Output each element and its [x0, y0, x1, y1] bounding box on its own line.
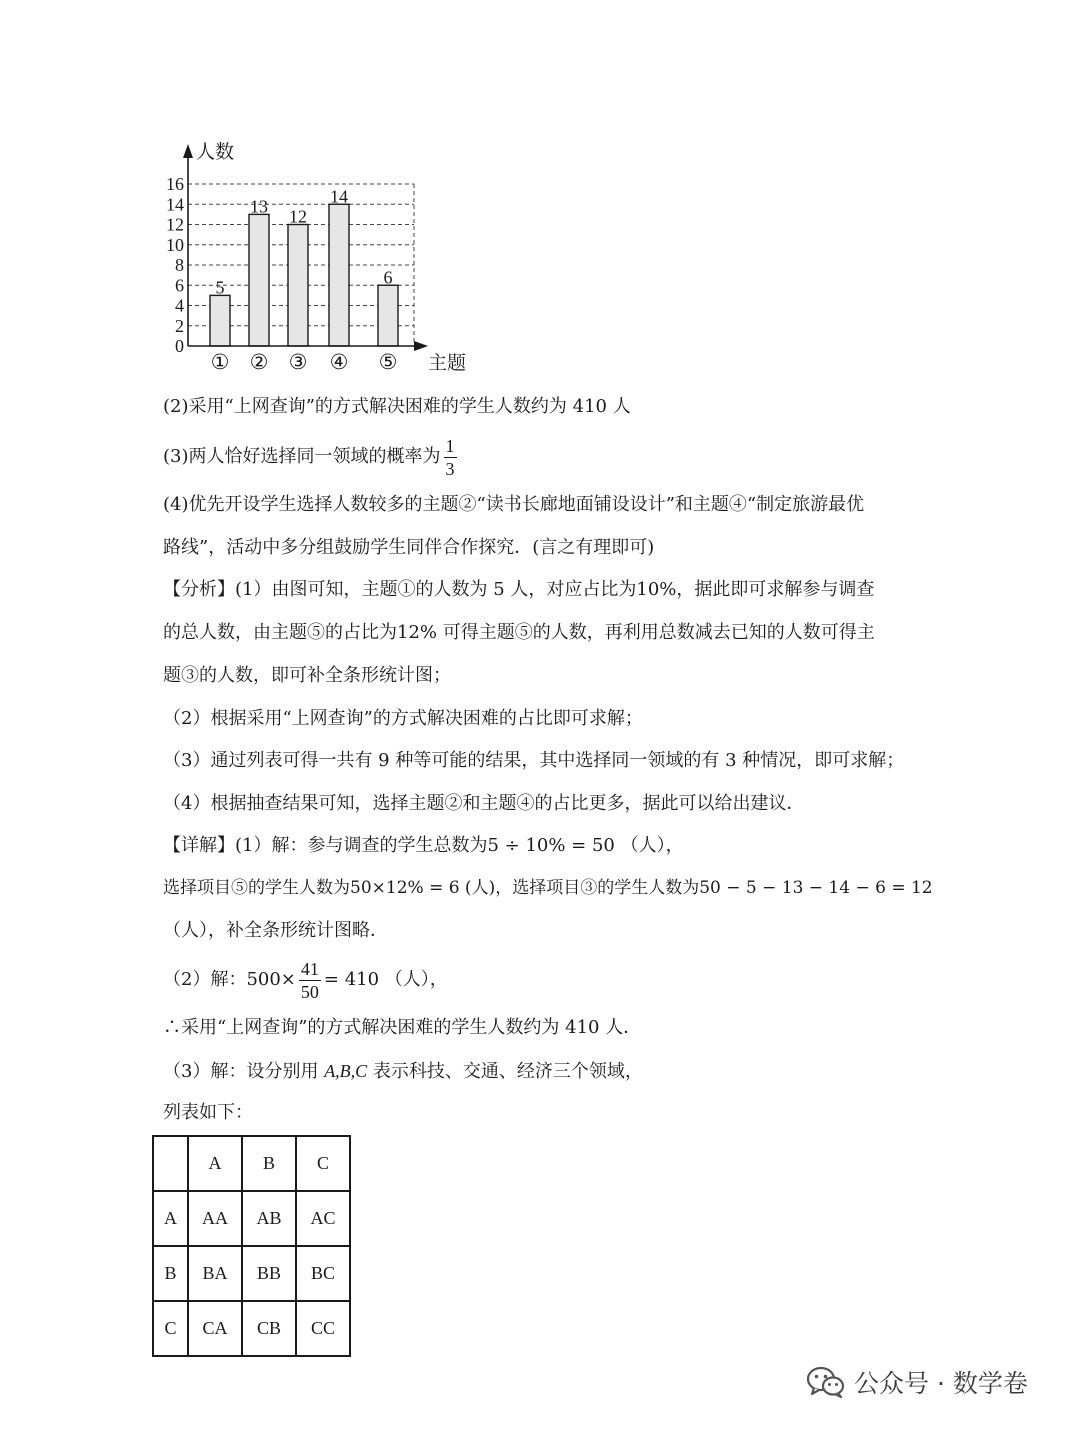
x-tick-label: ③ — [288, 350, 308, 374]
bar-value-label: 13 — [250, 196, 268, 217]
analysis-line-5: （3）通过列表可得一共有 9 种等可能的结果，其中选择同一领域的有 3 种情况，即可求解； — [163, 750, 905, 771]
table-cell: AB — [242, 1191, 296, 1246]
answer-2: (2)采用“上网查询”的方式解决困难的学生人数约为 410 人 — [163, 396, 631, 417]
x-tick-label: ② — [249, 350, 269, 374]
table-row-header: B — [153, 1246, 188, 1301]
y-tick-label: 10 — [166, 234, 184, 255]
bar-value-label: 12 — [289, 206, 307, 227]
domain-variables: A,B,C — [324, 1061, 368, 1081]
answer-3-text: (3)两人恰好选择同一领域的概率为 — [163, 446, 441, 467]
analysis-line-3: 题③的人数，即可补全条形统计图； — [163, 665, 451, 686]
table-cell: AC — [296, 1191, 350, 1246]
analysis-line-1: 【分析】(1）由图可知，主题①的人数为 5 人，对应占比为10%，据此即可求解参与调查 — [163, 579, 875, 600]
y-axis-label: 人数 — [196, 141, 235, 163]
answer-4-line-1: (4)优先开设学生选择人数较多的主题②“读书长廊地面铺设设计”和主题④“制定旅游最优 — [163, 494, 865, 515]
x-tick-label: ④ — [329, 350, 349, 374]
table-cell: CA — [188, 1301, 242, 1356]
fraction-denominator: 3 — [445, 458, 455, 479]
solution-line-5: ∴采用“上网查询”的方式解决困难的学生人数约为 410 人． — [163, 1017, 642, 1038]
fraction-denominator: 50 — [300, 981, 319, 1002]
x-tick-label: ⑤ — [378, 350, 398, 374]
analysis-line-6: （4）根据抽查结果可知，选择主题②和主题④的占比更多，据此可以给出建议． — [163, 793, 805, 814]
x-tick-label: ① — [210, 350, 230, 374]
ratio-fraction — [299, 960, 321, 1001]
table-cell: BB — [242, 1246, 296, 1301]
y-tick-label: 16 — [166, 174, 184, 194]
x-axis-label: 主题 — [428, 352, 467, 374]
y-tick-label: 2 — [175, 315, 184, 336]
table-cell: CB — [242, 1301, 296, 1356]
table-cell: CC — [296, 1301, 350, 1356]
table-cell: AA — [188, 1191, 242, 1246]
solution-line-3: （人），补全条形统计图略． — [163, 920, 388, 941]
probability-fraction — [444, 437, 457, 478]
bar-value-label: 6 — [383, 267, 393, 288]
answer-4-line-2: 路线”，活动中多分组鼓励学生同伴合作探究．(言之有理即可) — [163, 537, 655, 558]
table-corner-cell — [153, 1136, 188, 1191]
y-tick-label: 6 — [175, 275, 184, 296]
watermark-text: 公众号 · 数学卷 — [854, 1369, 1028, 1398]
table-header-cell: C — [296, 1136, 350, 1191]
bar — [249, 214, 269, 346]
y-tick-label: 0 — [175, 336, 184, 356]
solution-line-2: 选择项目⑤的学生人数为50×12% = 6 (人)，选择项目③的学生人数为50 − 5 − 13 − 14 − 6 = 12 — [163, 878, 933, 898]
table-row — [153, 1191, 350, 1246]
watermark — [806, 1362, 1028, 1402]
analysis-line-2: 的总人数，由主题⑤的占比为12% 可得主题⑤的人数，再利用总数减去已知的人数可得主 — [163, 622, 875, 643]
bar — [329, 204, 349, 346]
y-axis-arrow — [183, 144, 193, 158]
solution-line-6-post: 表示科技、交通、经济三个领域， — [367, 1061, 643, 1082]
y-tick-label: 8 — [175, 255, 184, 275]
table-cell: BC — [296, 1246, 350, 1301]
solution-line-1: 【详解】(1）解：参与调查的学生总数为5 ÷ 10% = 50 （人）， — [163, 835, 684, 856]
y-tick-label: 12 — [166, 214, 184, 235]
y-tick-label: 14 — [166, 194, 184, 215]
answer-3 — [163, 433, 460, 481]
fraction-numerator: 41 — [300, 958, 319, 979]
analysis-line-4: （2）根据采用“上网查询”的方式解决困难的占比即可求解； — [163, 708, 643, 729]
table-header-cell: A — [188, 1136, 242, 1191]
outcome-table — [152, 1135, 351, 1357]
table-row-header: A — [153, 1191, 188, 1246]
solution-line-6 — [163, 1059, 643, 1084]
table-row — [153, 1246, 350, 1301]
bar — [378, 285, 398, 346]
fraction-numerator: 1 — [445, 435, 455, 456]
bar-chart — [150, 130, 480, 375]
bar — [210, 295, 230, 346]
table-header-cell: B — [242, 1136, 296, 1191]
table-header-row — [153, 1136, 350, 1191]
table-row — [153, 1301, 350, 1356]
solution-line-4 — [163, 956, 448, 1004]
wechat-icon — [806, 1365, 846, 1399]
table-row-header: C — [153, 1301, 188, 1356]
table-intro: 列表如下： — [163, 1102, 253, 1123]
bar-value-label: 5 — [215, 277, 225, 298]
solution-line-4-pre: （2）解：500× — [163, 969, 296, 990]
solution-line-4-post: = 410 （人）， — [323, 969, 448, 990]
y-tick-label: 4 — [175, 295, 184, 316]
bar-value-label: 14 — [330, 186, 348, 207]
x-axis-arrow — [414, 341, 428, 351]
table-cell: BA — [188, 1246, 242, 1301]
solution-line-6-pre: （3）解：设分别用 — [163, 1061, 325, 1082]
bar — [288, 225, 308, 347]
